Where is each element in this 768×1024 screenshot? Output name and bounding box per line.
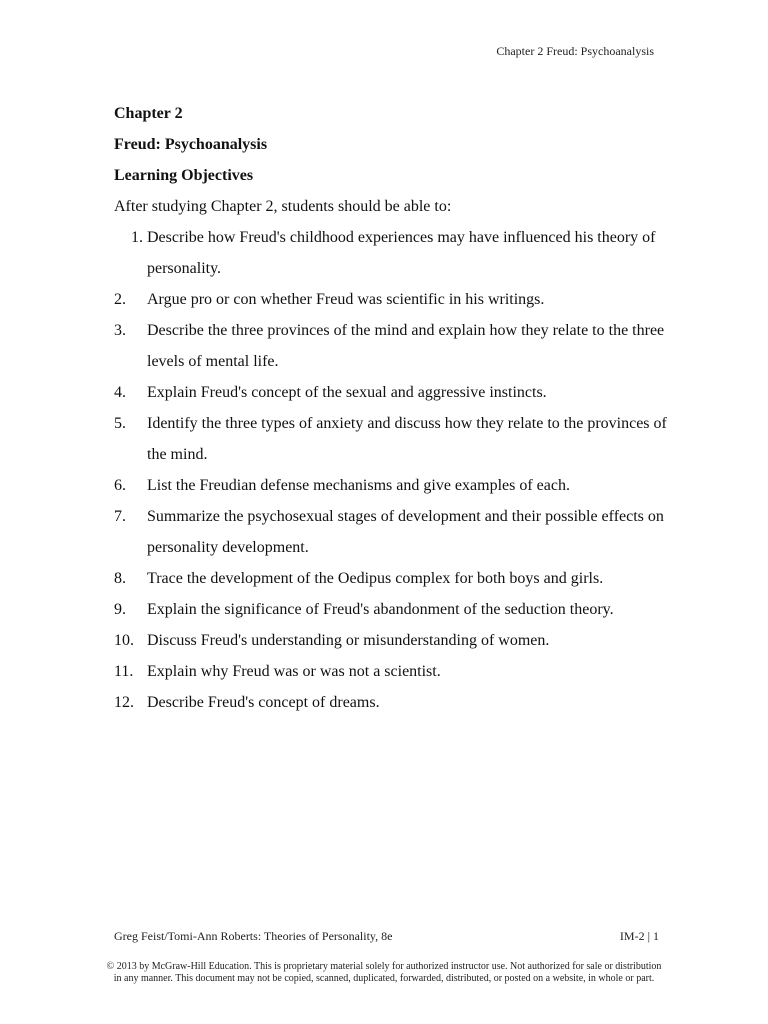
objective-number: 11. (114, 663, 134, 680)
objective-item (114, 315, 674, 377)
objective-text: Discuss Freud's understanding or misunderstanding of women. (147, 632, 550, 649)
objective-item (114, 470, 674, 501)
objective-text: Describe Freud's concept of dreams. (147, 694, 380, 711)
objective-text: Identify the three types of anxiety and discuss how they relate to the provinces of the mind. (147, 415, 667, 463)
objective-item (114, 563, 674, 594)
objective-number: 6. (114, 477, 126, 494)
objective-number: 2. (114, 291, 126, 308)
section-heading: Learning Objectives (114, 167, 254, 184)
intro-text: After studying Chapter 2, students should be able to: (114, 198, 452, 215)
objective-item (114, 656, 674, 687)
running-header: Chapter 2 Freud: Psychoanalysis (496, 44, 654, 58)
footer-page-number: IM-2 | 1 (619, 929, 659, 943)
page-footer (114, 929, 659, 944)
objective-number: 12. (114, 694, 134, 711)
objective-number: 8. (114, 570, 126, 587)
objective-number: 9. (114, 601, 126, 618)
objective-text: Describe how Freud's childhood experiences may have influenced his theory of personality. (147, 229, 656, 277)
objective-text: Explain Freud's concept of the sexual and aggressive instincts. (147, 384, 547, 401)
objective-item (114, 594, 674, 625)
chapter-number: Chapter 2 (114, 105, 183, 122)
objective-text: Argue pro or con whether Freud was scientific in his writings. (147, 291, 545, 308)
objective-item (114, 284, 674, 315)
objectives-list (114, 222, 674, 718)
objective-item (114, 408, 674, 470)
objective-item (114, 501, 674, 563)
objective-item (114, 625, 674, 656)
objective-text: Explain why Freud was or was not a scientist. (147, 663, 441, 680)
objective-number: 10. (114, 632, 134, 649)
objective-item (114, 222, 674, 284)
objective-text: List the Freudian defense mechanisms and give examples of each. (147, 477, 570, 494)
objective-number: 3. (114, 322, 126, 339)
objective-number: 7. (114, 508, 126, 525)
chapter-title: Freud: Psychoanalysis (114, 136, 268, 153)
objective-text: Summarize the psychosexual stages of development and their possible effects on personality development. (147, 508, 664, 556)
objective-item (114, 377, 674, 408)
objective-number: 4. (114, 384, 126, 401)
objective-number: 5. (114, 415, 126, 432)
copyright-notice: © 2013 by McGraw-Hill Education. This is proprietary material solely for authorized instructor use. Not authorized for sale or distribution in any manner. This document may not be copied, scanned, duplicated, forwarded, distributed, or posted on a website, in whole or part. (106, 961, 662, 984)
objective-item (114, 687, 674, 718)
objective-text: Describe the three provinces of the mind and explain how they relate to the three levels of mental life. (147, 322, 665, 370)
footer-book-title: Greg Feist/Tomi-Ann Roberts: Theories of Personality, 8e (114, 929, 393, 943)
objective-text: Explain the significance of Freud's abandonment of the seduction theory. (147, 601, 614, 618)
page-content (114, 98, 674, 718)
objective-number: 1. (131, 229, 143, 246)
objective-text: Trace the development of the Oedipus complex for both boys and girls. (147, 570, 604, 587)
